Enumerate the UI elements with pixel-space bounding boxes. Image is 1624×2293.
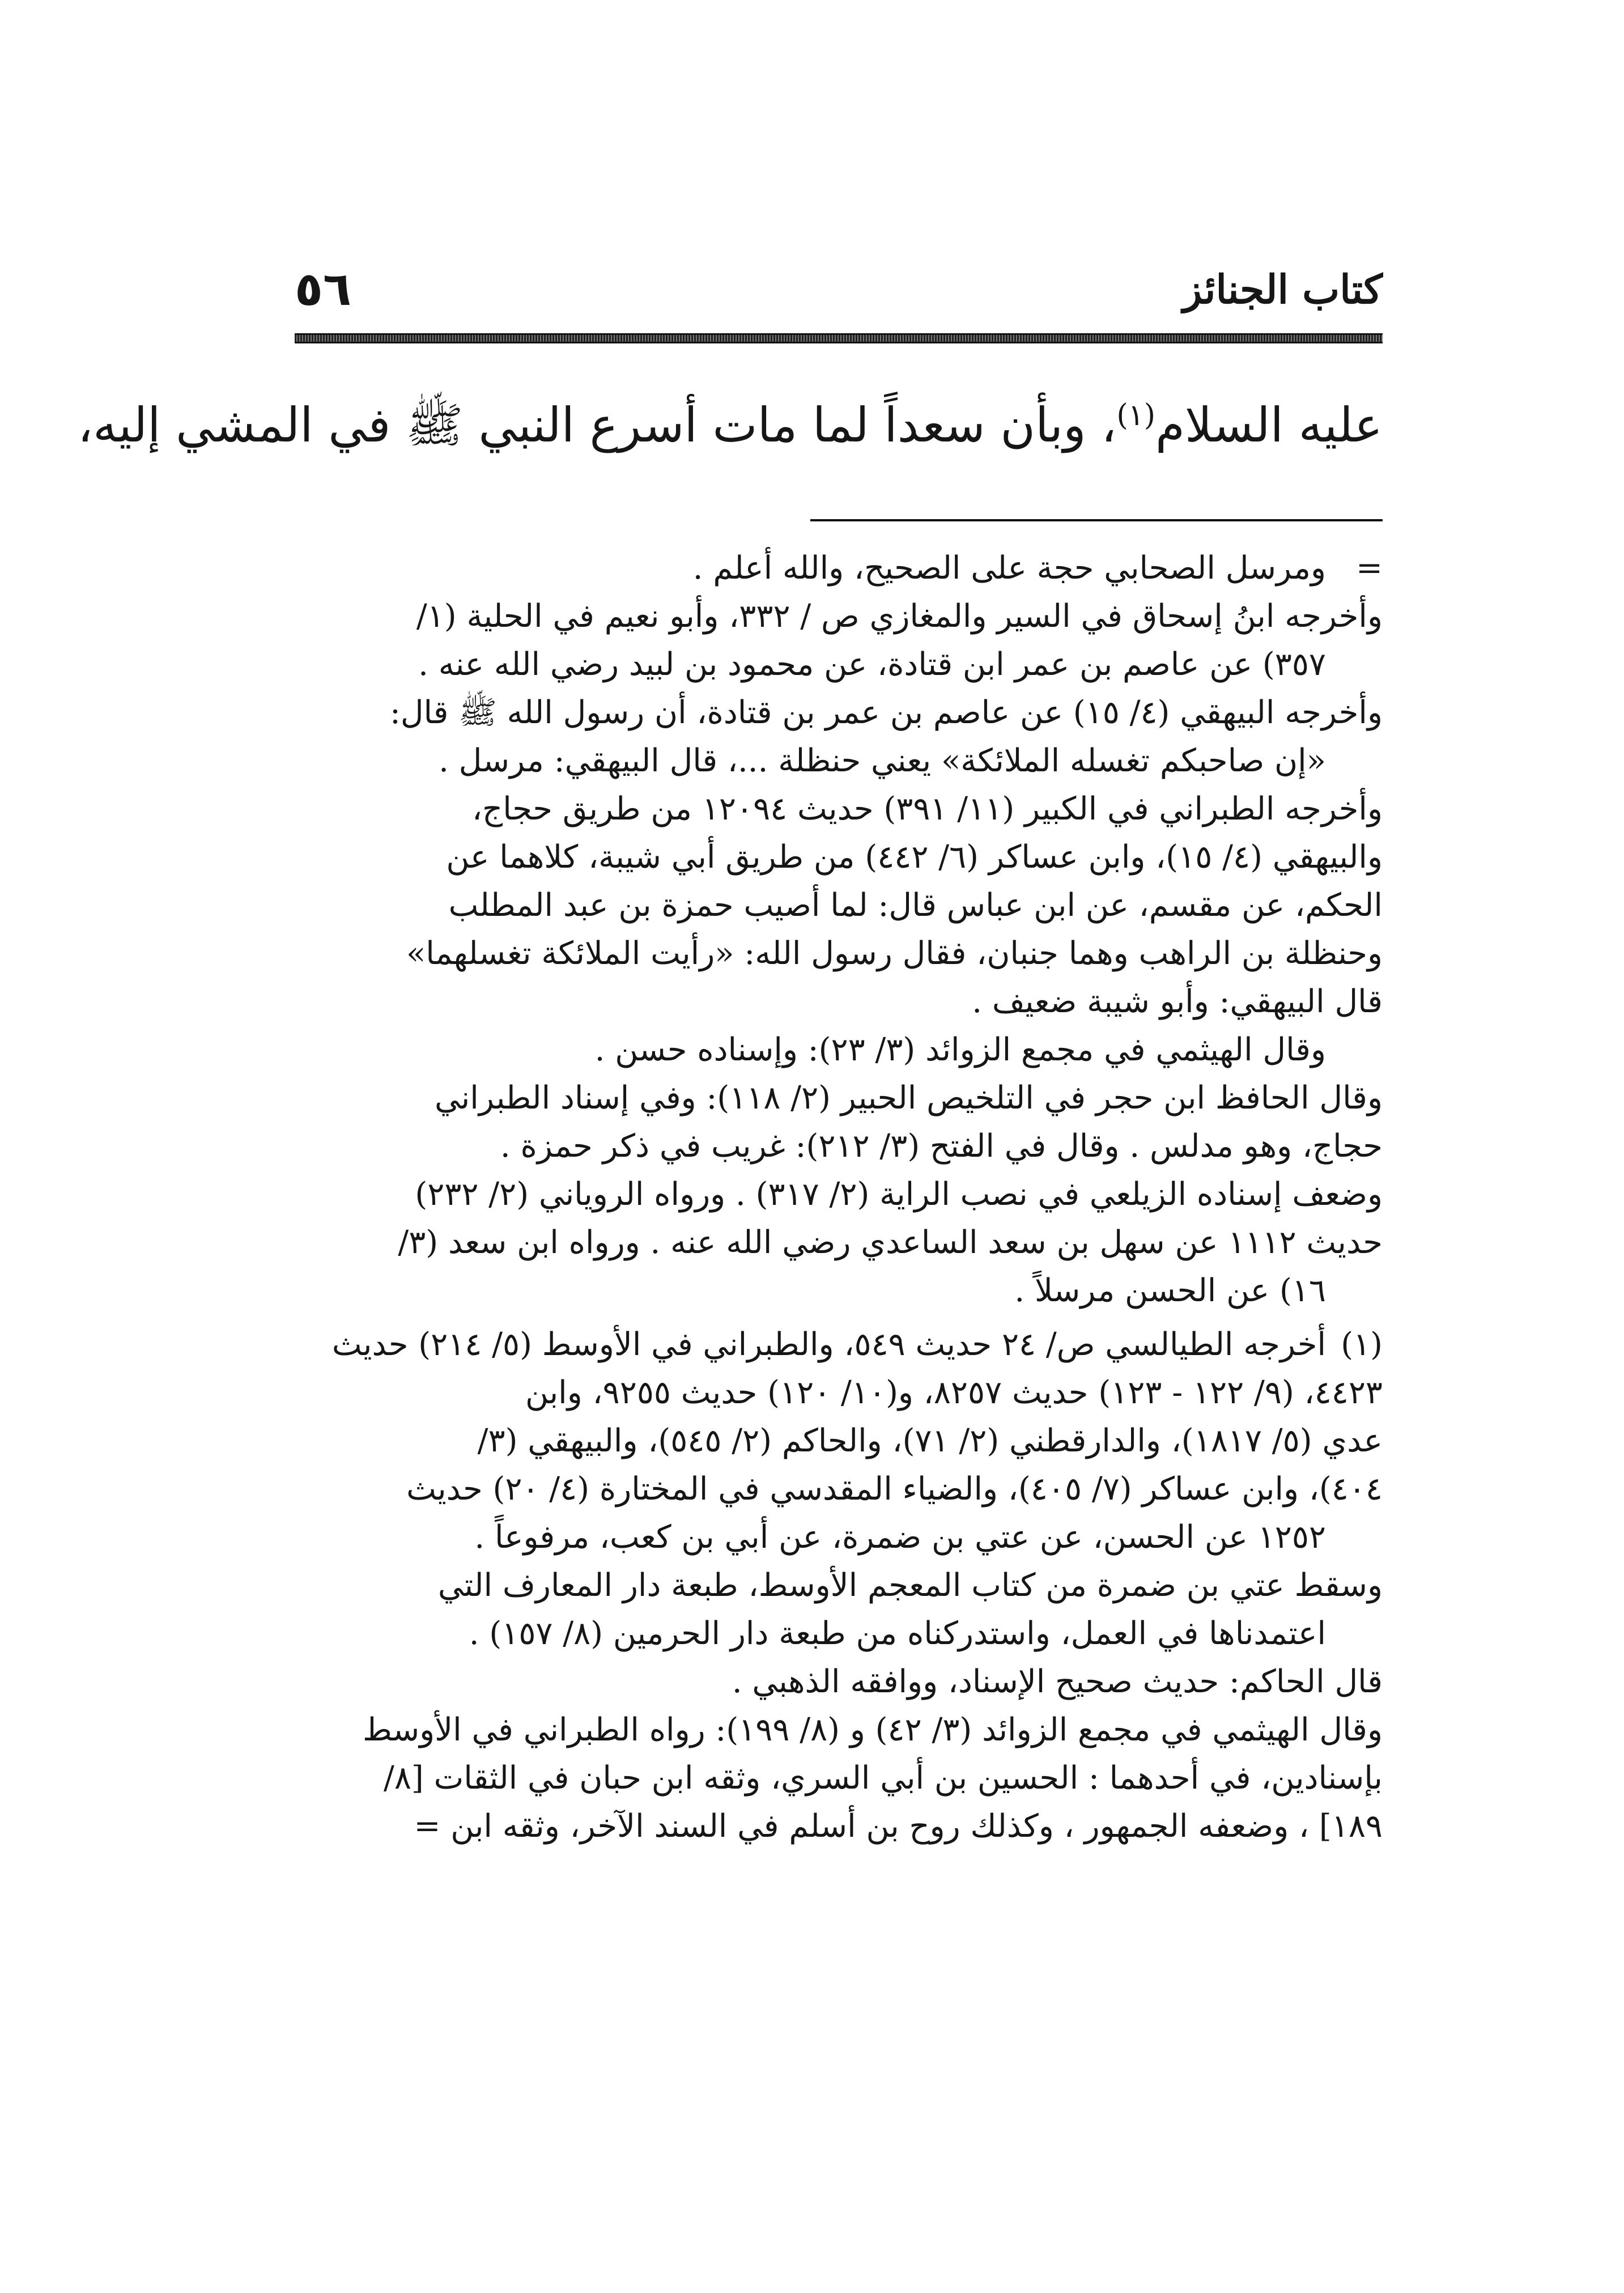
footnote-line: عدي (٥/ ١٨١٧)، والدارقطني (٢/ ٧١)، والحاكم (٢/ ٥٤٥)، والبيهقي (٣/: [477, 1422, 1383, 1459]
footnote-text: [295, 544, 1383, 1315]
footnote-line: حديث ١١١٢ عن سهل بن سعد الساعدي رضي الله عنه . ورواه ابن سعد (٣/: [398, 1224, 1383, 1261]
footnote-line: «إن صاحبكم تغسله الملائكة» يعني حنظلة ...، قال البيهقي: مرسل .: [439, 742, 1326, 779]
footnote-line: الحكم، عن مقسم، عن ابن عباس قال: لما أصيب حمزة بن عبد المطلب: [448, 887, 1383, 924]
page-number: ٥٦: [295, 262, 352, 316]
running-header: [295, 258, 1383, 326]
footnote-line: والبيهقي (٤/ ١٥)، وابن عساكر (٦/ ٤٤٢) من طريق أبي شيبة، كلاهما عن: [446, 839, 1383, 876]
footnote-line: وأخرجه البيهقي (٤/ ١٥) عن عاصم بن عمر بن قتادة، أن رسول الله ﷺ قال:: [389, 694, 1383, 731]
footnote-line: وقال الهيثمي في مجمع الزوائد (٣/ ٤٢) و (٨/ ١٩٩): رواه الطبراني في الأوسط: [363, 1712, 1383, 1748]
footnote-line: قال الحاكم: حديث صحيح الإسناد، ووافقه الذهبي .: [732, 1663, 1383, 1700]
footnote-1: [295, 1320, 1383, 1853]
footnote-line: اعتمدناها في العمل، واستدركناه من طبعة دار الحرمين (٨/ ١٥٧) .: [469, 1615, 1326, 1652]
footnote-line: أخرجه الطيالسي ص/ ٢٤ حديث ٥٤٩، والطبراني في الأوسط (٥/ ٢١٤) حديث: [331, 1326, 1326, 1363]
footnote-line: وقال الهيثمي في مجمع الزوائد (٣/ ٢٣): وإسناده حسن .: [594, 1031, 1326, 1068]
footnote-line: حجاج، وهو مدلس . وقال في الفتح (٣/ ٢١٢): غريب في ذكر حمزة .: [500, 1128, 1383, 1165]
main-text: [78, 391, 1383, 459]
footnote-line: ١٨٩] ، وضعفه الجمهور ، وكذلك روح بن أسلم في السند الآخر، وثقه ابن =: [414, 1808, 1383, 1845]
footnote-line: وحنظلة بن الراهب وهما جنبان، فقال رسول الله: «رأيت الملائكة تغسلهما»: [406, 935, 1383, 972]
footnote-separator: [810, 519, 1383, 521]
footnote-continuation: [295, 544, 1383, 1320]
footnote-line: ومرسل الصحابي حجة على الصحيح، والله أعلم .: [692, 550, 1326, 587]
footnote-marker: (١): [1341, 1326, 1383, 1363]
footnote-reference: (١): [1116, 398, 1155, 432]
footnote-line: ٤٠٤)، وابن عساكر (٧/ ٤٠٥)، والضياء المقدسي في المختارة (٤/ ٢٠) حديث: [406, 1471, 1383, 1508]
footnote-line: ٣٥٧) عن عاصم بن عمر ابن قتادة، عن محمود بن لبيد رضي الله عنه .: [418, 646, 1326, 683]
footnote-line: وأخرجه ابنُ إسحاق في السير والمغازي ص / ٣٣٢، وأبو نعيم في الحلية (١/: [416, 598, 1383, 635]
footnote-line: بإسنادين، في أحدهما : الحسين بن أبي السري، وثقه ابن حبان في الثقات [٨/: [383, 1760, 1383, 1797]
header-rule: [295, 333, 1383, 343]
footnote-marker: =: [1356, 550, 1383, 587]
footnote-line: وقال الحافظ ابن حجر في التلخيص الحبير (٢/ ١١٨): وفي إسناد الطبراني: [435, 1080, 1383, 1116]
footnote-line: ١٢٥٢ عن الحسن، عن عتي بن ضمرة، عن أبي بن كعب، مرفوعاً .: [474, 1519, 1326, 1556]
footnote-line: ٤٤٢٣، (٩/ ١٢٢ - ١٢٣) حديث ٨٢٥٧، و(١٠/ ١٢٠) حديث ٩٢٥٥، وابن: [525, 1374, 1383, 1411]
footnote-text: [295, 1320, 1383, 1850]
main-text-end: ، وبأن سعداً لما مات أسرع النبي ﷺ في المشي إليه،: [78, 397, 1117, 453]
footnote-line: وأخرجه الطبراني في الكبير (١١/ ٣٩١) حديث ١٢٠٩٤ من طريق حجاج،: [471, 791, 1383, 827]
book-title: كتاب الجنائز: [1183, 266, 1383, 313]
footnote-line: ١٦) عن الحسن مرسلاً .: [1014, 1272, 1326, 1309]
footnote-line: قال البيهقي: وأبو شيبة ضعيف .: [972, 983, 1383, 1020]
footnote-line: وضعف إسناده الزيلعي في نصب الراية (٢/ ٣١٧) . ورواه الروياني (٢/ ٢٣٢): [415, 1176, 1383, 1213]
main-text-start: عليه السلام: [1155, 397, 1383, 453]
footnote-line: وسقط عتي بن ضمرة من كتاب المعجم الأوسط، طبعة دار المعارف التي: [437, 1567, 1383, 1604]
